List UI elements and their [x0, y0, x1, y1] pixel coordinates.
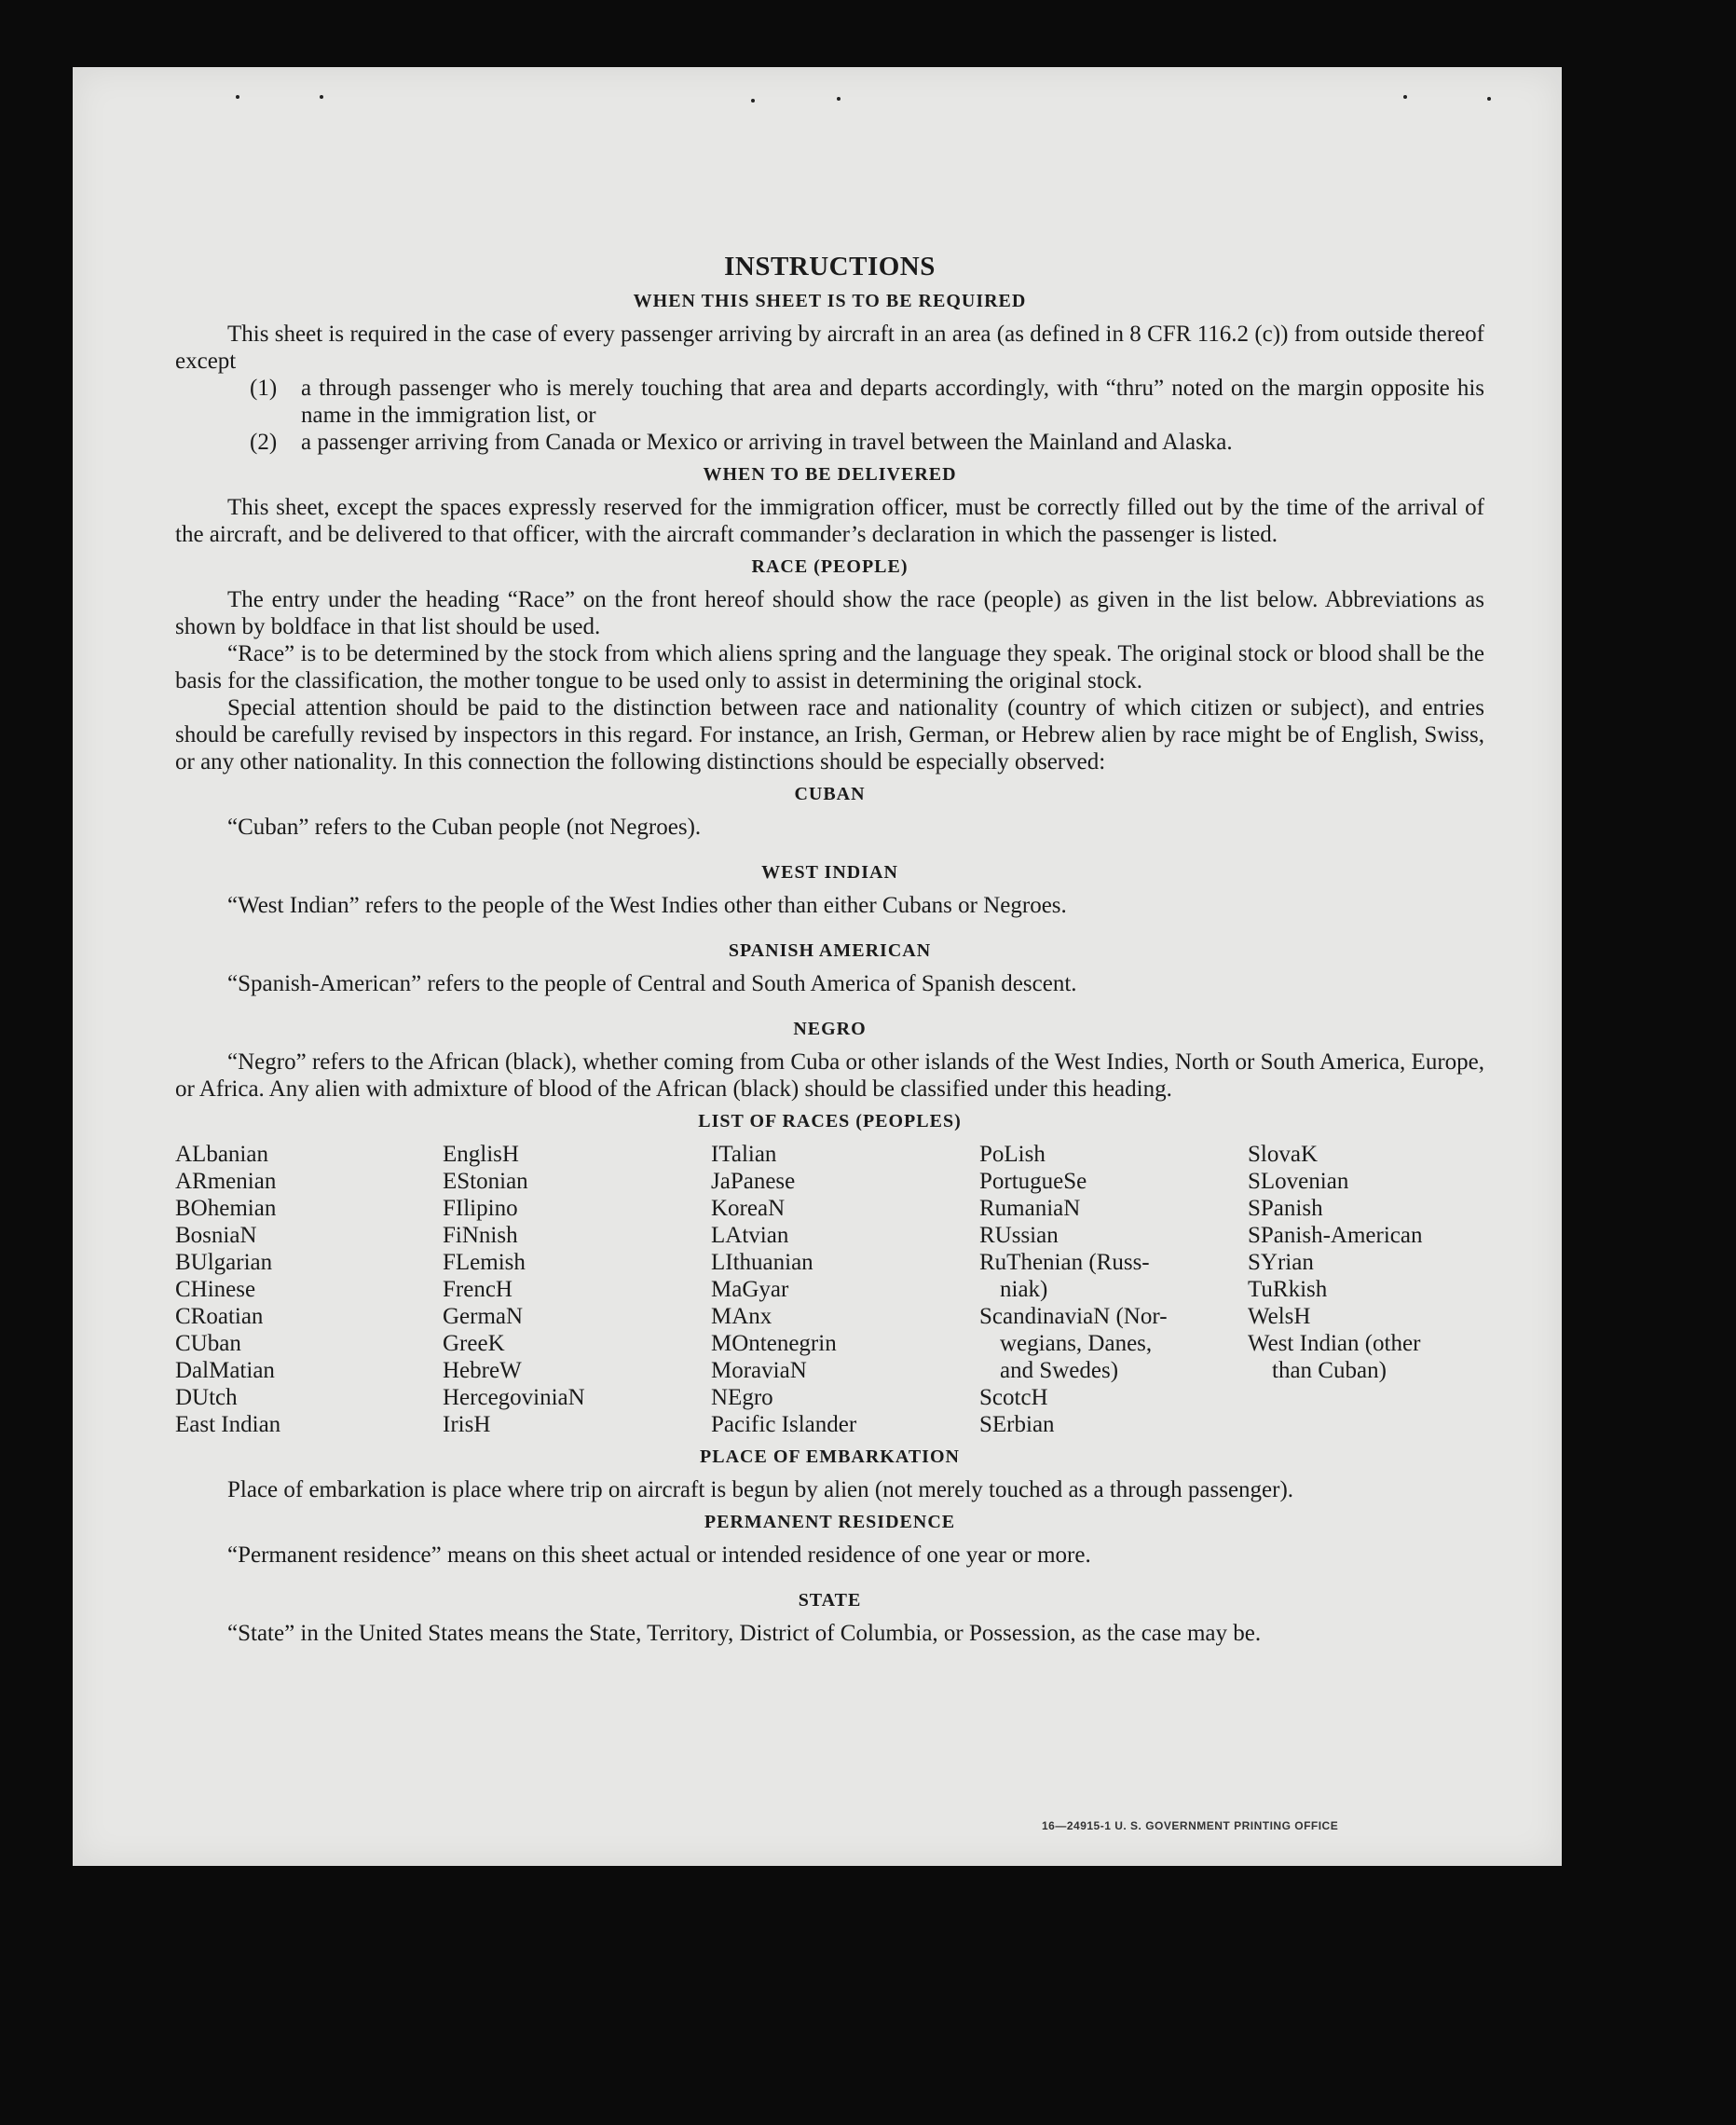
race-entry: CHinese [175, 1277, 256, 1302]
race-entry: EStonian [443, 1169, 528, 1194]
list-item [250, 429, 1484, 456]
race-entry: TuRkish [1248, 1277, 1328, 1302]
race-entry: FrencH [443, 1277, 513, 1302]
section-heading: WHEN TO BE DELIVERED [703, 464, 957, 485]
paragraph: Place of embarkation is place where trip on aircraft is begun by alien (not merely touched as a through passenger). [227, 1477, 1294, 1502]
races-column [979, 1141, 1248, 1438]
printing-office-code: 16—24915-1 U. S. GOVERNMENT PRINTING OFFICE [1042, 1819, 1339, 1832]
race-entry: WelsH [1248, 1304, 1311, 1329]
race-entry: RUssian [979, 1223, 1059, 1248]
race-entry: BosniaN [175, 1223, 257, 1248]
race-entry: RumaniaN [979, 1196, 1081, 1221]
race-entry: SYrian [1248, 1250, 1314, 1275]
race-entry: HebreW [443, 1358, 522, 1383]
speck [1403, 95, 1407, 99]
list-item [250, 375, 1484, 429]
paragraph: “Cuban” refers to the Cuban people (not Negroes). [227, 815, 702, 840]
race-entry: MoraviaN [711, 1358, 807, 1383]
race-entry: MaGyar [711, 1277, 789, 1302]
race-entry: MAnx [711, 1304, 772, 1329]
speck [1487, 97, 1491, 101]
race-entry: EnglisH [443, 1142, 519, 1167]
race-entry: FIlipino [443, 1196, 518, 1221]
item-number: (1) [250, 376, 278, 401]
races-column [175, 1141, 443, 1438]
race-entry: BUlgarian [175, 1250, 273, 1275]
race-entry: NEgro [711, 1385, 773, 1410]
race-entry: PortugueSe [979, 1169, 1087, 1194]
paragraph: “Negro” refers to the African (black), whether coming from Cuba or other islands of the West Indies, North or South America, Europe, or Africa. Any alien with admixture of blood of the African (black) should be classified under this heading. [175, 1049, 1484, 1102]
race-entry: DalMatian [175, 1358, 275, 1383]
section-heading: RACE (PEOPLE) [751, 556, 909, 577]
item-text: a through passenger who is merely touching that area and departs accordingly, with “thru” noted on the margin opposite his name in the immigration list, or [301, 376, 1484, 428]
race-entry: SLovenian [1248, 1169, 1349, 1194]
instructions-body [175, 254, 1484, 1647]
document-sheet [73, 67, 1562, 1866]
race-entry: ITalian [711, 1142, 777, 1167]
section-heading: WEST INDIAN [761, 862, 898, 883]
speck [320, 95, 323, 99]
race-entry: JaPanese [711, 1169, 796, 1194]
race-entry: ALbanian [175, 1142, 268, 1167]
race-entry: and Swedes) [1000, 1358, 1119, 1383]
race-entry: SPanish [1248, 1196, 1323, 1221]
paragraph: “State” in the United States means the State, Territory, District of Columbia, or Possession, as the case may be. [227, 1621, 1262, 1646]
paragraph: “West Indian” refers to the people of the West Indies other than either Cubans or Negroes. [227, 893, 1067, 918]
race-entry: IrisH [443, 1412, 491, 1437]
paragraph: Special attention should be paid to the distinction between race and nationality (country of which citizen or subject), and entries should be carefully revised by inspectors in this regard. For instance, an Irish, German, or Hebrew alien by race might be of English, Swiss, or any other nationality. In this connection the following distinctions should be especially observed: [175, 695, 1484, 775]
race-entry: RuThenian (Russ- [979, 1250, 1150, 1275]
section-heading: NEGRO [793, 1019, 867, 1039]
section-heading: PLACE OF EMBARKATION [700, 1446, 960, 1467]
races-column [1248, 1141, 1490, 1438]
race-entry: FiNnish [443, 1223, 518, 1248]
race-entry: ARmenian [175, 1169, 277, 1194]
page-title: INSTRUCTIONS [724, 252, 936, 281]
section-heading: CUBAN [794, 784, 866, 804]
paragraph: The entry under the heading “Race” on the front hereof should show the race (people) as given in the list below. Abbreviations as shown by boldface in that list should be used. [175, 587, 1484, 639]
section-heading: WHEN THIS SHEET IS TO BE REQUIRED [633, 291, 1027, 311]
races-column [443, 1141, 711, 1438]
paragraph: “Permanent residence” means on this sheet actual or intended residence of one year or more. [227, 1542, 1091, 1568]
race-entry: ScandinaviaN (Nor- [979, 1304, 1168, 1329]
race-entry: MOntenegrin [711, 1331, 837, 1356]
race-entry: East Indian [175, 1412, 281, 1437]
race-entry: CUban [175, 1331, 241, 1356]
race-entry: PoLish [979, 1142, 1046, 1167]
race-entry: niak) [1000, 1277, 1048, 1302]
race-entry: SErbian [979, 1412, 1055, 1437]
speck [837, 97, 841, 101]
race-entry: CRoatian [175, 1304, 264, 1329]
race-entry: LIthuanian [711, 1250, 813, 1275]
race-entry: GreeK [443, 1331, 505, 1356]
race-entry: West Indian (other [1248, 1331, 1421, 1356]
paragraph: This sheet is required in the case of every passenger arriving by aircraft in an area (as defined in 8 CFR 116.2 (c)) from outside thereof except [175, 322, 1484, 374]
race-entry: SPanish-American [1248, 1223, 1423, 1248]
races-list [175, 1141, 1484, 1438]
race-entry: FLemish [443, 1250, 526, 1275]
speck [236, 95, 239, 99]
section-heading: PERMANENT RESIDENCE [704, 1512, 956, 1532]
race-entry: DUtch [175, 1385, 238, 1410]
race-entry: wegians, Danes, [1000, 1331, 1153, 1356]
paragraph: This sheet, except the spaces expressly reserved for the immigration officer, must be correctly filled out by the time of the arrival of the aircraft, and be delivered to that officer, with the aircraft commander’s declaration in which the passenger is listed. [175, 495, 1484, 547]
race-entry: ScotcH [979, 1385, 1048, 1410]
race-entry: than Cuban) [1272, 1358, 1387, 1383]
section-heading: STATE [798, 1590, 862, 1611]
race-entry: Pacific Islander [711, 1412, 857, 1437]
race-entry: KoreaN [711, 1196, 786, 1221]
section-heading: LIST OF RACES (PEOPLES) [698, 1111, 962, 1131]
race-entry: GermaN [443, 1304, 524, 1329]
races-column [711, 1141, 979, 1438]
race-entry: BOhemian [175, 1196, 277, 1221]
section-heading: SPANISH AMERICAN [728, 940, 932, 961]
speck [751, 99, 755, 103]
paragraph: “Spanish-American” refers to the people of Central and South America of Spanish descent. [227, 971, 1077, 996]
paragraph: “Race” is to be determined by the stock from which aliens spring and the language they speak. The original stock or blood shall be the basis for the classification, the mother tongue to be used only to assist in determining the original stock. [175, 641, 1484, 693]
race-entry: HercegoviniaN [443, 1385, 585, 1410]
item-text: a passenger arriving from Canada or Mexico or arriving in travel between the Mainland and Alaska. [301, 430, 1233, 455]
item-number: (2) [250, 430, 278, 455]
race-entry: LAtvian [711, 1223, 789, 1248]
race-entry: SlovaK [1248, 1142, 1318, 1167]
